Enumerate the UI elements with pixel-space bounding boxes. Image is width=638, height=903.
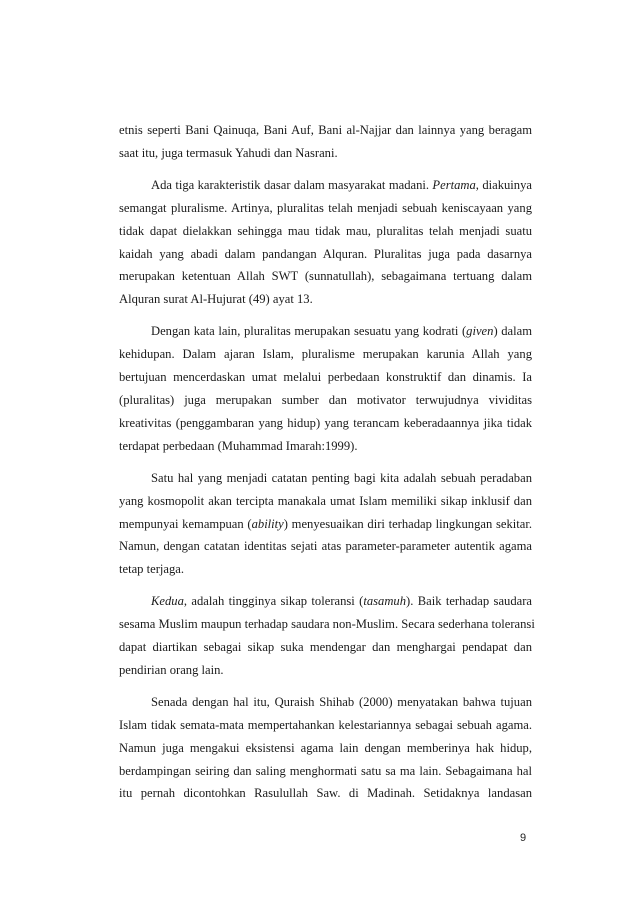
text-line [119, 288, 532, 311]
paragraph [119, 691, 532, 806]
text-run: bertujuan mencerdaskan umat melalui perbedaan konstruktif dan dinamis. Ia [119, 370, 532, 385]
text-run: dapat diartikan sebagai sikap suka mendengar dan menghargai pendapat dan [119, 640, 532, 655]
text-run: Ada tiga karakteristik dasar dalam masyarakat madani. [151, 177, 433, 192]
text-line [119, 119, 532, 142]
text-line [119, 435, 532, 458]
paragraph [119, 590, 535, 682]
text-run: Satu hal yang menjadi catatan penting bagi kita adalah sebuah peradaban [151, 470, 532, 485]
paragraph [119, 174, 532, 311]
text-line [119, 389, 532, 412]
text-line [119, 265, 532, 288]
text-line [119, 243, 532, 266]
text-line [119, 513, 532, 536]
text-line [119, 220, 532, 243]
text-line [119, 737, 532, 760]
text-run: kaidah yang abadi dalam pandangan Alquran. Pluralitas juga pada dasarnya [119, 246, 532, 261]
text-line [119, 760, 532, 783]
text-run: berdampingan seiring dan saling menghormati satu sa ma lain. Sebagaimana hal [119, 763, 532, 778]
text-line [119, 659, 532, 682]
text-line [119, 467, 532, 490]
text-line [119, 613, 535, 636]
text-line [119, 366, 532, 389]
text-run: Alquran surat Al-Hujurat (49) ayat 13. [119, 292, 313, 307]
text-line [119, 782, 532, 805]
text-line [119, 636, 532, 659]
text-run: saat itu, juga termasuk Yahudi dan Nasrani. [119, 145, 338, 160]
text-run: yang kosmopolit akan tercipta manakala umat Islam memiliki sikap inklusif dan [119, 493, 532, 508]
text-line [119, 691, 532, 714]
text-line [119, 590, 532, 613]
text-run: Namun juga mengakui eksistensi agama lain dengan memberinya hak hidup, [119, 740, 532, 755]
italic-term: Pertama [432, 177, 476, 192]
text-run: etnis seperti Bani Qainuqa, Bani Auf, Bani al-Najjar dan lainnya yang beragam [119, 123, 532, 137]
text-run: Dengan kata lain, pluralitas merupakan sesuatu yang kodrati ( [151, 324, 467, 339]
text-line [119, 142, 532, 165]
text-line [119, 412, 532, 435]
text-line [119, 174, 532, 197]
text-run: (pluralitas) juga merupakan sumber dan motivator terwujudnya vividitas [119, 392, 532, 407]
text-run: , adalah tingginya sikap toleransi ( [183, 594, 364, 609]
italic-term: tasamuh [363, 594, 407, 609]
text-run: Senada dengan hal itu, Quraish Shihab (2000) menyatakan bahwa tujuan [151, 694, 532, 709]
text-run: tetap terjaga. [119, 562, 185, 577]
text-line [119, 558, 532, 581]
text-run: semangat pluralisme. Artinya, pluralitas telah menjadi sebuah keniscayaan yang [119, 200, 532, 215]
text-run: kreativitas (penggambaran yang hidup) yang terancam keberadaannya jika tidak [119, 415, 532, 430]
text-run: , diakuinya [475, 177, 532, 192]
text-run: pendirian orang lain. [119, 662, 224, 677]
text-run: kehidupan. Dalam ajaran Islam, pluralisme merupakan karunia Allah yang [119, 347, 532, 362]
text-run: ) dalam [493, 324, 532, 339]
text-line [119, 320, 532, 343]
text-run: Islam tidak semata-mata mempertahankan kelestariannya sebagai sebuah agama. [119, 717, 532, 732]
italic-term: ability [251, 516, 284, 531]
text-line [119, 535, 532, 558]
text-run: Namun, dengan catatan identitas sejati atas parameter-parameter autentik agama [119, 539, 532, 554]
body-text [119, 119, 535, 814]
page-number: 9 [520, 832, 527, 844]
text-run: ). Baik terhadap saudara [406, 594, 533, 609]
text-line [119, 490, 532, 513]
text-run: sesama Muslim maupun terhadap saudara non-Muslim. Secara sederhana toleransi [119, 617, 535, 632]
paragraph [119, 320, 532, 457]
text-run: merupakan ketentuan Allah SWT (sunnatullah), sebagaimana tertuang dalam [119, 269, 532, 284]
text-run: terdapat perbedaan (Muhammad Imarah:1999). [119, 438, 358, 453]
italic-term: given [466, 324, 494, 339]
text-run: ) menyesuaikan diri terhadap lingkungan sekitar. [283, 516, 532, 531]
paragraph [119, 119, 532, 165]
paragraph [119, 467, 532, 582]
text-run: tidak dapat dielakkan sehingga mau tidak mau, pluralitas telah menjadi suatu [119, 223, 532, 238]
text-run: mempunyai kemampuan ( [119, 516, 252, 531]
text-line [119, 343, 532, 366]
italic-term: Kedua [151, 594, 184, 609]
text-line [119, 714, 532, 737]
text-line [119, 197, 532, 220]
text-run: itu pernah dicontohkan Rasulullah Saw. di Madinah. Setidaknya landasan [119, 786, 532, 801]
